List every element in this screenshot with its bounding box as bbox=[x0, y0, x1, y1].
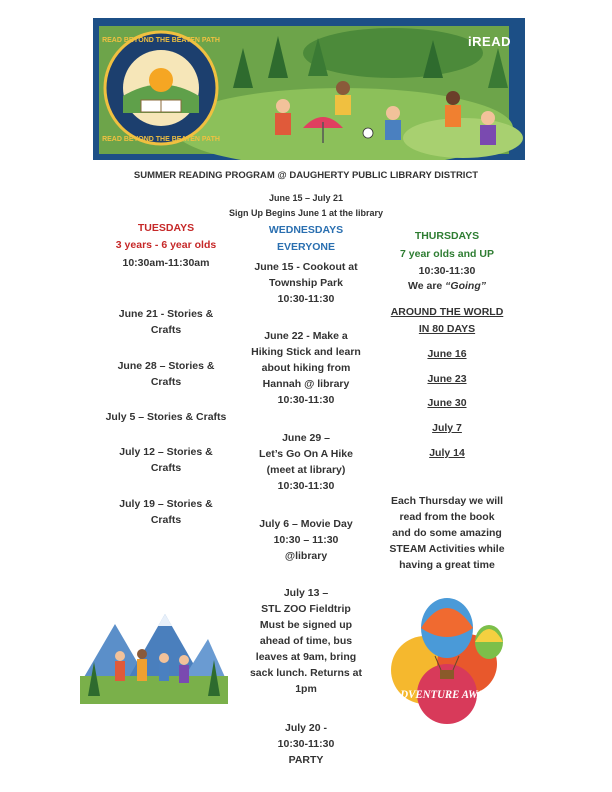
wednesday-column bbox=[236, 222, 376, 772]
event-line: July 13 – bbox=[283, 587, 329, 599]
event-line: 10:30-11:30 bbox=[277, 394, 335, 406]
wednesday-audience: EVERYONE bbox=[277, 241, 335, 253]
event-line: June 28 – Stories & bbox=[117, 360, 215, 372]
theme-line: IN 80 DAYS bbox=[418, 323, 476, 335]
thursday-going bbox=[372, 278, 522, 294]
wednesday-event bbox=[236, 720, 376, 768]
event-line: 10:30-11:30 bbox=[277, 480, 335, 492]
description-line: having a great time bbox=[399, 559, 495, 571]
event-line: PARTY bbox=[288, 754, 324, 766]
thursday-time: 10:30-11:30 bbox=[418, 265, 476, 277]
tuesday-heading: TUESDAYS bbox=[137, 222, 195, 234]
brand-logo: iREAD bbox=[468, 34, 511, 49]
event-line: July 19 – Stories & bbox=[119, 498, 213, 510]
thursday-date: July 7 bbox=[432, 422, 462, 434]
thursday-heading: THURSDAYS bbox=[414, 230, 480, 242]
tuesday-time: 10:30am-11:30am bbox=[122, 257, 210, 269]
thursday-column bbox=[372, 228, 522, 578]
event-line: June 29 – bbox=[282, 432, 330, 444]
wednesday-event bbox=[236, 585, 376, 697]
program-dates bbox=[0, 191, 612, 221]
badge-text-top: READ BEYOND THE BEATEN PATH bbox=[102, 37, 220, 44]
adventure-awaits-illustration bbox=[385, 598, 511, 730]
event-line: Crafts bbox=[150, 514, 182, 526]
event-line: July 20 - bbox=[284, 722, 328, 734]
badge-text-bottom: READ BEYOND THE BEATEN PATH bbox=[102, 136, 220, 143]
event-line: June 21 - Stories & bbox=[118, 308, 214, 320]
event-line: sack lunch. Returns at bbox=[249, 667, 363, 679]
event-line: July 5 – Stories & Crafts bbox=[105, 411, 227, 423]
event-line: @library bbox=[284, 550, 328, 562]
event-line: June 22 - Make a bbox=[264, 330, 348, 342]
tuesday-column bbox=[96, 220, 236, 540]
thursday-description bbox=[372, 493, 522, 573]
event-line: Must be signed up bbox=[259, 619, 353, 631]
event-line: Let’s Go On A Hike bbox=[259, 448, 353, 460]
going-prefix: We are bbox=[408, 280, 446, 292]
event-line: leaves at 9am, bring bbox=[255, 651, 357, 663]
tuesday-event bbox=[96, 496, 236, 528]
event-line: about hiking from bbox=[261, 362, 351, 374]
thursday-date: June 16 bbox=[427, 348, 467, 360]
event-line: Hannah @ library bbox=[262, 378, 350, 390]
tuesday-ages: 3 years - 6 year olds bbox=[115, 239, 217, 251]
event-line: ahead of time, bus bbox=[259, 635, 353, 647]
page-title: SUMMER READING PROGRAM @ DAUGHERTY PUBLIC LIBRARY DISTRICT bbox=[133, 170, 479, 181]
tuesday-event bbox=[96, 444, 236, 476]
date-range: June 15 – July 21 bbox=[268, 193, 344, 203]
thursday-date: July 14 bbox=[429, 447, 465, 459]
description-line: Each Thursday we will bbox=[390, 495, 504, 507]
event-line: Hiking Stick and learn bbox=[251, 346, 361, 358]
header-banner bbox=[93, 18, 525, 160]
event-line: Township Park bbox=[269, 277, 343, 289]
event-line: July 12 – Stories & bbox=[119, 446, 213, 458]
wednesday-event bbox=[236, 259, 376, 307]
event-line: July 6 – Movie Day bbox=[259, 518, 353, 530]
signup-note: Sign Up Begins June 1 at the library bbox=[228, 208, 384, 218]
event-line: Crafts bbox=[150, 376, 182, 388]
event-line: 1pm bbox=[295, 683, 317, 695]
banner-illustration bbox=[93, 18, 525, 160]
thursday-date: June 23 bbox=[427, 373, 467, 385]
wednesday-event bbox=[236, 430, 376, 494]
hikers-illustration bbox=[80, 604, 228, 704]
event-line: 10:30 – 11:30 bbox=[273, 534, 339, 546]
event-line: 10:30-11:30 bbox=[277, 738, 335, 750]
description-line: STEAM Activities while bbox=[389, 543, 505, 555]
theme-line: AROUND THE WORLD bbox=[390, 306, 504, 318]
event-line: Crafts bbox=[150, 324, 182, 336]
going-word: “Going” bbox=[445, 280, 486, 292]
wednesday-event bbox=[236, 516, 376, 564]
tuesday-event bbox=[96, 306, 236, 338]
tuesday-event bbox=[96, 358, 236, 390]
event-line: Crafts bbox=[150, 462, 182, 474]
event-line: STL ZOO Fieldtrip bbox=[261, 603, 351, 615]
event-line: (meet at library) bbox=[266, 464, 346, 476]
adventure-awaits-text: ADVENTURE AWAITS bbox=[392, 687, 502, 701]
thursday-ages: 7 year olds and UP bbox=[400, 248, 494, 260]
event-line: 10:30-11:30 bbox=[277, 293, 335, 305]
thursday-date: June 30 bbox=[427, 397, 467, 409]
tuesday-event bbox=[96, 409, 236, 425]
event-line: June 15 - Cookout at bbox=[254, 261, 358, 273]
description-line: and do some amazing bbox=[392, 527, 502, 539]
description-line: read from the book bbox=[399, 511, 495, 523]
wednesday-event bbox=[236, 328, 376, 408]
wednesday-heading: WEDNESDAYS bbox=[268, 224, 344, 236]
